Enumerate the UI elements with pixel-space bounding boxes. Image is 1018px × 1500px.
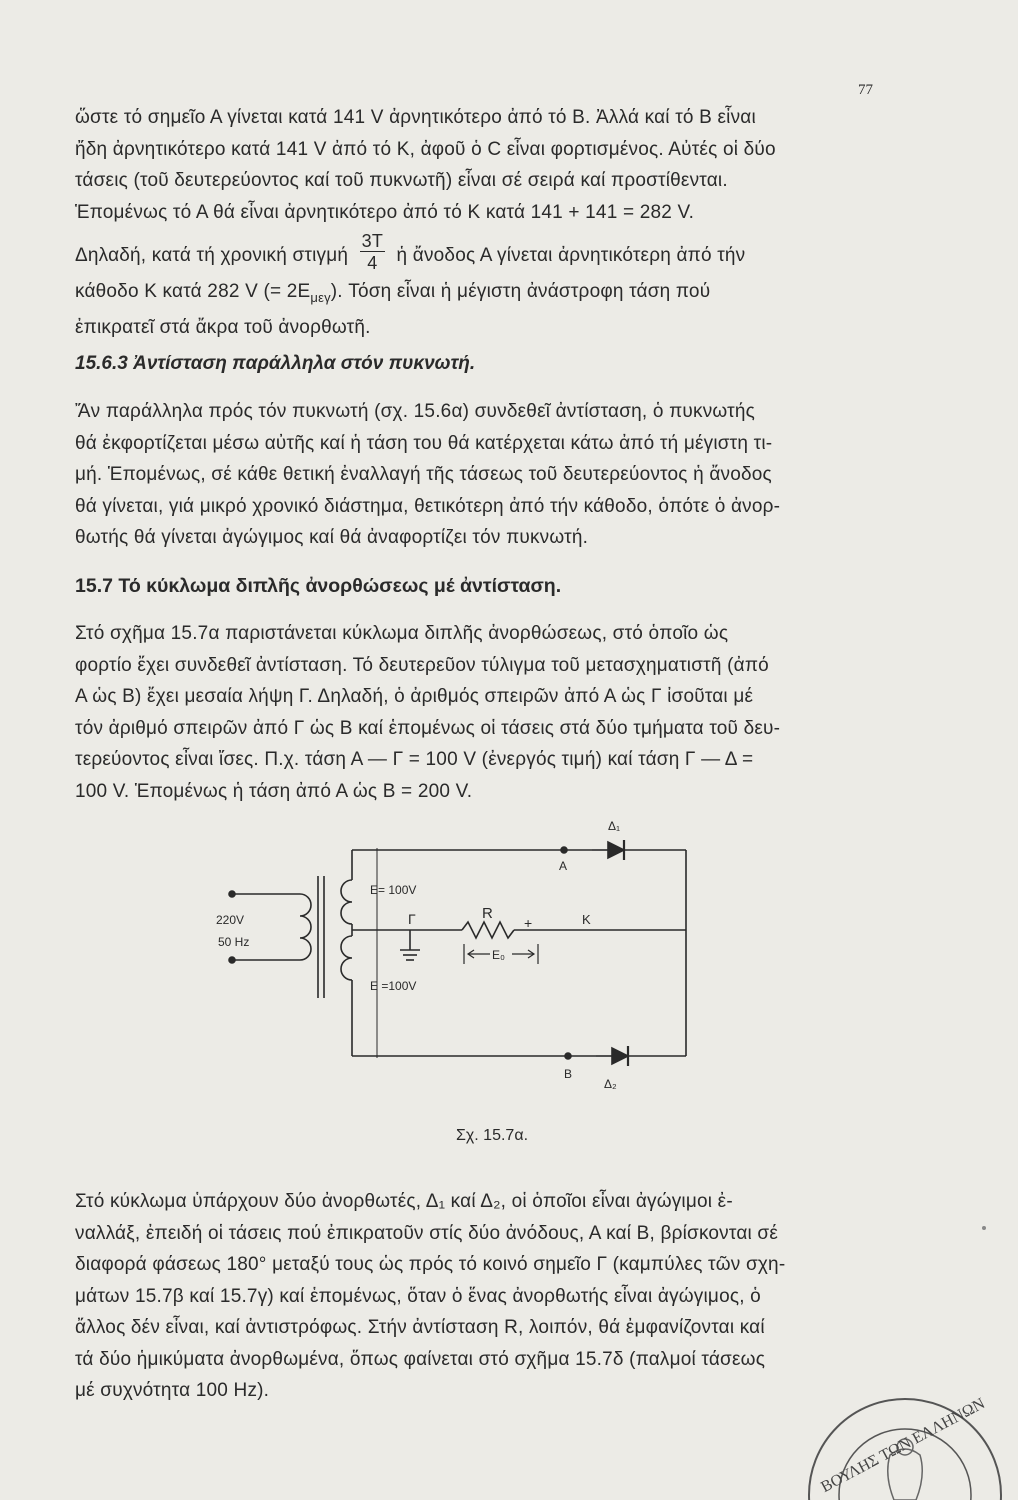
text-line: θά ἐκφορτίζεται μέσω αὐτῆς καί ἡ τάση του θά κατέρχεται κάτω ἀπό τή μέγιστη τι- bbox=[75, 432, 773, 454]
text-line: 100 V. Ἑπομένως ἡ τάση ἀπό Α ὡς Β = 200 V. bbox=[75, 780, 473, 802]
text-span: κάθοδο Κ κατά 282 V (= 2E bbox=[75, 281, 311, 302]
text-line: μή. Ἑπομένως, σέ κάθε θετική ἐναλλαγή τῆς τάσεως τοῦ δευτερεύοντος ἡ ἄνοδος bbox=[75, 464, 772, 485]
resistor-r bbox=[462, 922, 514, 938]
input-terminal bbox=[229, 957, 235, 963]
text-line bbox=[75, 276, 885, 314]
circuit-diagram-full-wave-rectifier bbox=[212, 808, 692, 1098]
text-line: Ἑπομένως τό Α θά εἶναι ἀρνητικότερο ἀπό τό Κ κατά 141 + 141 = 282 V. bbox=[75, 201, 695, 223]
text-line: τόν ἀριθμό σπειρῶν ἀπό Γ ὡς Β καί ἑπομένως οἱ τάσεις στά δύο τμήματα τοῦ δευ- bbox=[75, 717, 781, 739]
text-line: θά γίνεται, γιά μικρό χρονικό διάστημα, θετικότερη ἀπό τήν κάθοδο, ὁπότε ὁ ἀνορ- bbox=[75, 495, 781, 517]
label-plus: + bbox=[524, 915, 533, 931]
text-line: Στό σχῆμα 15.7α παριστάνεται κύκλωμα διπλῆς ἀνορθώσεως, στό ὁποῖο ὡς bbox=[75, 623, 729, 644]
text-line: ὥστε τό σημεῖο Α γίνεται κατά 141 V ἀρνητικότερο ἀπό τό Β. Ἀλλά καί τό Β εἶναι bbox=[75, 107, 756, 128]
diode-d1 bbox=[608, 842, 624, 858]
text-line: διαφορά φάσεως 180° μεταξύ τους ὡς πρός τό κοινό σημεῖο Γ (καμπύλες τῶν σχη- bbox=[75, 1254, 786, 1275]
label-node-b: B bbox=[564, 1067, 573, 1081]
node-a-dot bbox=[561, 847, 567, 853]
label-output-voltage: E₀ bbox=[492, 948, 505, 962]
subscript-meg: μεγ bbox=[310, 290, 331, 305]
text-line: μάτων 15.7β καί 15.7γ) καί ἑπομένως, ὅταν ὁ ἕνας ἀνορθωτής εἶναι ἀγώγιμος, ὁ bbox=[75, 1285, 761, 1307]
secondary-coil-upper bbox=[341, 880, 352, 924]
label-node-a: A bbox=[559, 859, 568, 873]
text-line: ναλλάξ, ἐπειδή οἱ τάσεις πού ἐπικρατοῦν στίς δύο ἀνόδους, Α καί Β, βρίσκονται σέ bbox=[75, 1222, 778, 1244]
paragraph-5 bbox=[75, 1186, 885, 1407]
scan-speck bbox=[982, 1226, 986, 1230]
label-upper-voltage: E= 100V bbox=[370, 883, 417, 897]
page-number: 77 bbox=[858, 82, 873, 98]
svg-text:ΒΟΥΛΗΣ ΤΩΝ ΕΛΛΗΝΩΝ: ΒΟΥΛΗΣ ΤΩΝ ΕΛΛΗΝΩΝ bbox=[818, 1395, 988, 1497]
text-line: φορτίο ἔχει συνδεθεῖ ἀντίσταση. Τό δευτερεῦον τύλιγμα τοῦ μετασχηματιστῆ (ἀπό bbox=[75, 654, 769, 676]
label-input-frequency: 50 Hz bbox=[218, 935, 250, 949]
primary-coil bbox=[300, 894, 311, 960]
paragraph-4 bbox=[75, 618, 885, 807]
fraction-3t-over-4 bbox=[360, 232, 385, 272]
text-line: Α ὡς Β) ἔχει μεσαία λήψη Γ. Δηλαδή, ὁ ἀριθμός σπειρῶν ἀπό Α ὡς Γ ἰσοῦται μέ bbox=[75, 686, 754, 707]
paragraph-2 bbox=[75, 231, 885, 342]
text-span: ). Τόση εἶναι ἡ μέγιστη ἀνάστροφη τάση πού bbox=[330, 281, 711, 302]
library-stamp-seal bbox=[795, 1385, 1018, 1500]
label-cathode: K bbox=[582, 912, 591, 927]
figure-caption: Σχ. 15.7α. bbox=[456, 1127, 529, 1144]
text-line: Ἄν παράλληλα πρός τόν πυκνωτή (σχ. 15.6α) συνδεθεῖ ἀντίσταση, ὁ πυκνωτής bbox=[75, 401, 755, 422]
label-center-tap: Γ bbox=[408, 911, 416, 927]
fraction-denominator: 4 bbox=[367, 253, 378, 273]
diode-d2 bbox=[612, 1048, 628, 1064]
secondary-coil-lower bbox=[341, 936, 352, 980]
text-span: ἡ ἄνοδος Α γίνεται ἀρνητικότερη ἀπό τήν bbox=[396, 245, 746, 267]
label-lower-voltage: E =100V bbox=[370, 979, 417, 993]
text-line bbox=[75, 231, 885, 276]
fraction-numerator: 3T bbox=[361, 231, 384, 251]
text-line: ἐπικρατεῖ στά ἄκρα τοῦ ἀνορθωτῆ. bbox=[75, 317, 371, 338]
text-line: Στό κύκλωμα ὑπάρχουν δύο ἀνορθωτές, Δ₁ καί Δ₂, οἱ ὁποῖοι εἶναι ἀγώγιμοι ἐ- bbox=[75, 1191, 733, 1212]
paragraph-1 bbox=[75, 102, 885, 228]
text-line: τά δύο ἡμικύματα ἀνορθωμένα, ὅπως φαίνεται στό σχῆμα 15.7δ (παλμοί τάσεως bbox=[75, 1348, 766, 1370]
section-heading-15-6-3: 15.6.3 Ἀντίσταση παράλληλα στόν πυκνωτή. bbox=[75, 353, 476, 374]
label-diode-2: Δ₂ bbox=[604, 1077, 617, 1091]
paragraph-3 bbox=[75, 396, 885, 554]
text-line: τάσεις (τοῦ δευτερεύοντος καί τοῦ πυκνωτῆ) εἶναι σέ σειρά καί προστίθενται. bbox=[75, 170, 728, 191]
text-span: Δηλαδή, κατά τή χρονική στιγμή bbox=[75, 245, 349, 267]
text-line: τερεύοντος εἶναι ἴσες. Π.χ. τάση Α — Γ = 100 V (ἐνεργός τιμή) καί τάση Γ — Δ = bbox=[75, 749, 754, 770]
label-diode-1: Δ₁ bbox=[608, 819, 621, 833]
text-line: ἄλλος δέν εἶναι, καί ἀντιστρόφως. Στήν ἀντίσταση R, λοιπόν, θά ἐμφανίζονται καί bbox=[75, 1317, 765, 1338]
text-line: μέ συχνότητα 100 Hz). bbox=[75, 1380, 270, 1401]
section-heading-15-7: 15.7 Τό κύκλωμα διπλῆς ἀνορθώσεως μέ ἀντίσταση. bbox=[75, 575, 562, 597]
label-resistor: R bbox=[482, 905, 493, 922]
label-input-voltage: 220V bbox=[216, 913, 245, 927]
text-line: ἤδη ἀρνητικότερο κατά 141 V ἀπό τό Κ, ἀφοῦ ὁ C εἶναι φορτισμένος. Αὐτές οἱ δύο bbox=[75, 138, 776, 160]
node-b-dot bbox=[565, 1053, 571, 1059]
input-terminal bbox=[229, 891, 235, 897]
text-line: θωτής θά γίνεται ἀγώγιμος καί θά ἀναφορτίζει τόν πυκνωτή. bbox=[75, 527, 589, 548]
